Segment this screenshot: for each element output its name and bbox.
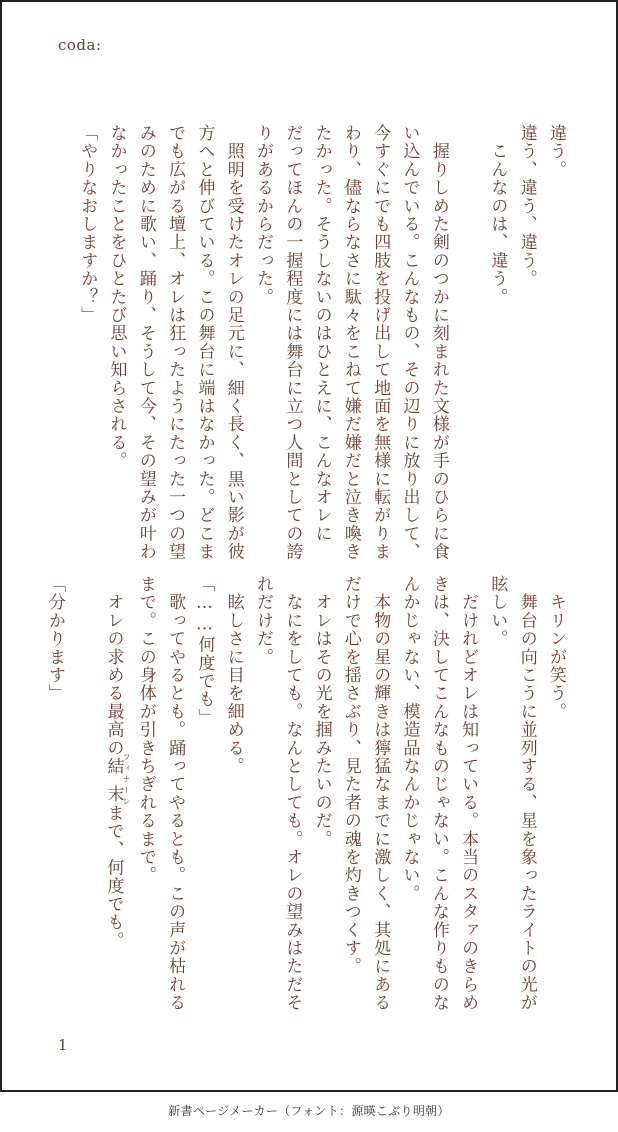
text-line: 眩しい。 bbox=[487, 575, 508, 648]
text-line: なかったことをひとたび思い知らされる。 bbox=[106, 124, 127, 470]
text-line: 「やりなおしますか？」 bbox=[77, 124, 98, 325]
text-line: 今すぐにでも四肢を投げ出して地面を無様に転がりま bbox=[370, 124, 391, 561]
text-line: 握りしめた剣のつかに刻まれた文様が手のひらに食 bbox=[428, 142, 449, 561]
text-line: りがあるからだった。 bbox=[253, 124, 274, 306]
text-line: なにをしても。なんとしても。オレの望みはただそ bbox=[282, 593, 303, 1012]
text-line: 方へと伸びている。この舞台に端はなかった。どこま bbox=[194, 124, 215, 561]
text-line: 眩しさに目を細める。 bbox=[223, 593, 244, 776]
text-segment: まで、何度でも。 bbox=[103, 804, 124, 950]
text-line: たかった。そうしないのはひとえに、こんなオレに bbox=[311, 124, 332, 543]
footer-credit: 新書ページメーカー（フォント：源暎こぶり明朝） bbox=[168, 1104, 450, 1118]
ruby-text: フィナーレ bbox=[122, 753, 132, 809]
text-line: 照明を受けたオレの足元に、細く長く、黒い影が彼 bbox=[223, 142, 244, 561]
text-line bbox=[453, 124, 482, 544]
text-line: 違う。 bbox=[546, 124, 566, 179]
text-line: だけれどオレは知っている。本当のスタァのきらめ bbox=[458, 593, 479, 1012]
text-line: わり、儘ならなさに駄々をこねて嫌だ嫌だと泣き喚き bbox=[340, 124, 361, 561]
text-line: キリンが笑う。 bbox=[546, 593, 566, 721]
text-line: オレはその光を掴みたいのだ。 bbox=[311, 593, 332, 849]
text-line: 歌ってやるとも。踊ってやるとも。この声が枯れる bbox=[165, 593, 186, 1012]
page-number: 1 bbox=[58, 1036, 68, 1054]
text-column-top bbox=[60, 124, 570, 561]
text-line bbox=[98, 575, 130, 995]
text-line: んかじゃない、模造品なんかじゃない。 bbox=[399, 575, 420, 903]
text-column-bottom bbox=[44, 575, 570, 1012]
text-line: だってほんの一握程度には舞台に立つ人間としての誇 bbox=[282, 124, 303, 561]
text-line: 「分かります」 bbox=[44, 575, 65, 703]
text-line: 違う、違う、違う。 bbox=[516, 124, 537, 288]
text-line: れだけだ。 bbox=[253, 575, 274, 666]
text-line: 舞台の向こうに並列する、星を象ったライトの光が bbox=[516, 593, 537, 1012]
text-line: 「……何度でも」 bbox=[194, 575, 215, 727]
text-line: 本物の星の輝きは獰猛なまでに激しく、其処にある bbox=[370, 593, 391, 1012]
ruby-base: 結末 bbox=[103, 753, 124, 808]
text-line: でも広がる壇上、オレは狂ったようにたった一つの望 bbox=[165, 124, 186, 561]
text-line: い込んでいる。こんなもの、その辺りに放り出して、 bbox=[399, 124, 420, 561]
text-line: だけで心を揺さぶり、見た者の魂を灼きつくす。 bbox=[340, 575, 361, 976]
text-line: みのために歌い、踊り、そうして今、その望みが叶わ bbox=[135, 124, 156, 561]
chapter-title: coda: bbox=[58, 36, 102, 54]
text-line: きは、決してこんなものじゃない。こんな作りものな bbox=[428, 575, 449, 1012]
text-line bbox=[69, 575, 98, 995]
ruby-annotation bbox=[103, 753, 132, 809]
text-line: こんなのは、違う。 bbox=[487, 142, 508, 307]
text-segment: オレの求める最高の bbox=[103, 593, 124, 758]
text-line: まで。この身体が引きちぎれるまで。 bbox=[135, 575, 156, 885]
